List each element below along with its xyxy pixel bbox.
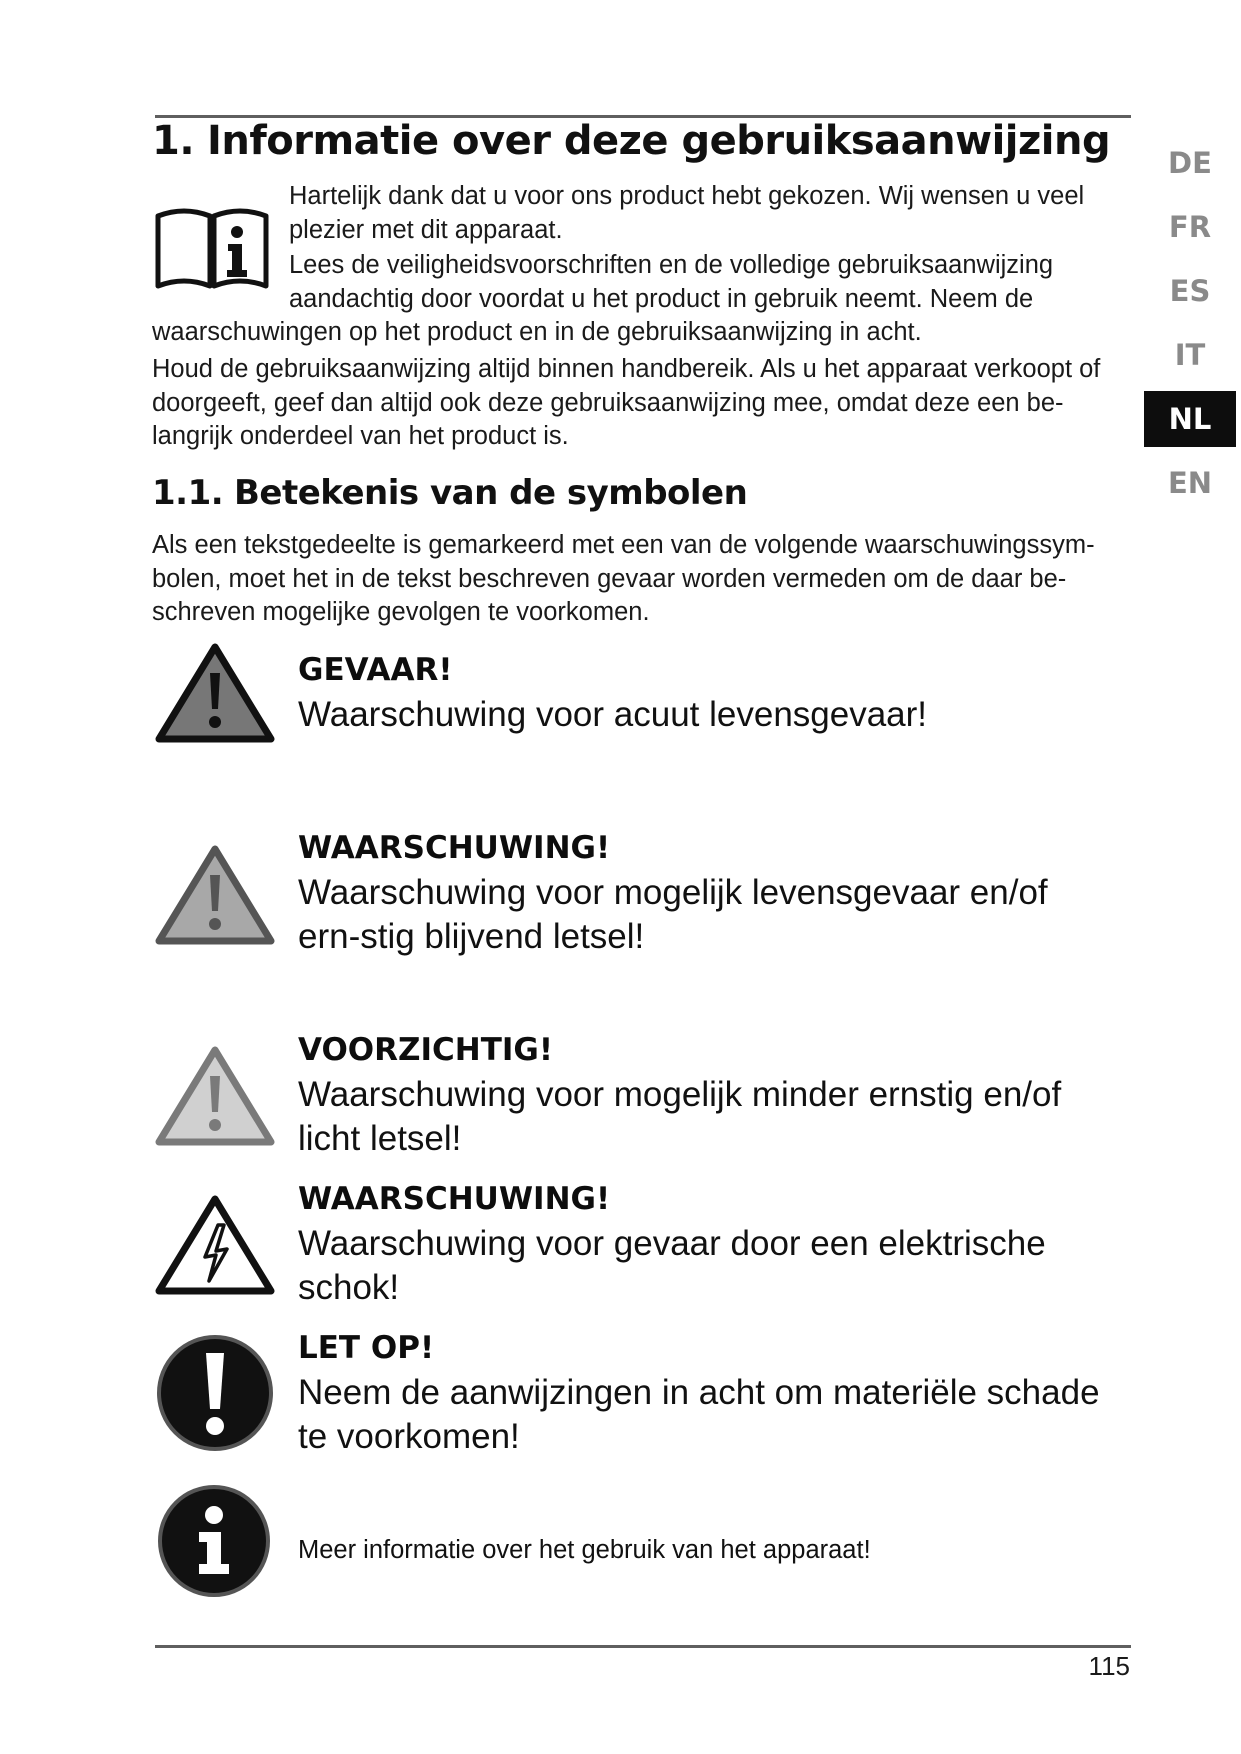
electric-shock-icon <box>155 1195 275 1297</box>
manual-info-icon <box>152 204 272 294</box>
intro-paragraph-1: Hartelijk dank dat u voor ons product hebt gekozen. Wij wensen u veel plezier met dit apparaat. <box>289 182 1085 244</box>
intro-paragraph-2: Lees de veiligheidsvoorschriften en de volledige gebruiksaanwijzing aandachtig door voordat u het product in gebruik neemt. Neem de <box>289 251 1054 313</box>
page-number: 115 <box>1088 1651 1130 1681</box>
language-tab-nl[interactable]: NL <box>1144 391 1236 447</box>
symbols-intro-paragraph: Als een tekstgedeelte is gemarkeerd met een van de volgende waarschuwingssym-bolen, moet het in de tekst beschreven gevaar worden vermeden om de daar be-schreven mogelijke gevolgen te voorkomen. <box>152 531 1095 626</box>
electric-warning-title: WAARSCHUWING! <box>298 1181 611 1217</box>
language-tab-it[interactable]: IT <box>1174 338 1206 372</box>
bottom-rule <box>155 1645 1131 1648</box>
section-heading <box>152 118 1110 164</box>
intro-paragraph-2-continued: waarschuwingen op het product en in de gebruiksaanwijzing in acht. <box>152 318 922 346</box>
notice-title: LET OP! <box>298 1330 435 1366</box>
language-tab-fr[interactable]: FR <box>1168 210 1212 244</box>
caution-description: Waarschuwing voor mogelijk minder ernstig en/of licht letsel! <box>298 1075 1062 1158</box>
section-title: Informatie over deze gebruiksaanwijzing <box>207 118 1111 164</box>
language-tabs <box>1144 135 1236 519</box>
danger-title: GEVAAR! <box>298 652 453 688</box>
intro-paragraph-3: Houd de gebruiksaanwijzing altijd binnen handbereik. Als u het apparaat verkoopt of doorgeeft, geef dan altijd ook deze gebruiksaanwijzing mee, omdat deze een be-langrijk onderdeel van het product is. <box>152 355 1101 450</box>
danger-triangle-icon <box>155 643 275 745</box>
danger-description: Waarschuwing voor acuut levensgevaar! <box>298 695 928 734</box>
warning-title: WAARSCHUWING! <box>298 830 611 866</box>
caution-triangle-icon <box>155 1046 275 1148</box>
subsection-number: 1.1. <box>152 473 224 513</box>
electric-warning-description: Waarschuwing voor gevaar door een elektrische schok! <box>298 1224 1046 1307</box>
language-tab-en[interactable]: EN <box>1167 466 1213 500</box>
info-description: Meer informatie over het gebruik van het apparaat! <box>298 1536 871 1564</box>
language-tab-de[interactable]: DE <box>1168 146 1212 180</box>
subsection-heading <box>152 473 747 513</box>
subsection-title: Betekenis van de symbolen <box>234 473 748 513</box>
section-number: 1. <box>152 118 195 164</box>
exclamation-circle-icon <box>155 1333 275 1453</box>
notice-description: Neem de aanwijzingen in acht om materiële schade te voorkomen! <box>298 1373 1100 1456</box>
info-circle-icon <box>155 1482 273 1600</box>
warning-triangle-icon <box>155 845 275 947</box>
language-tab-es[interactable]: ES <box>1169 274 1211 308</box>
warning-description: Waarschuwing voor mogelijk levensgevaar en/of ern-stig blijvend letsel! <box>298 873 1048 956</box>
caution-title: VOORZICHTIG! <box>298 1032 553 1068</box>
